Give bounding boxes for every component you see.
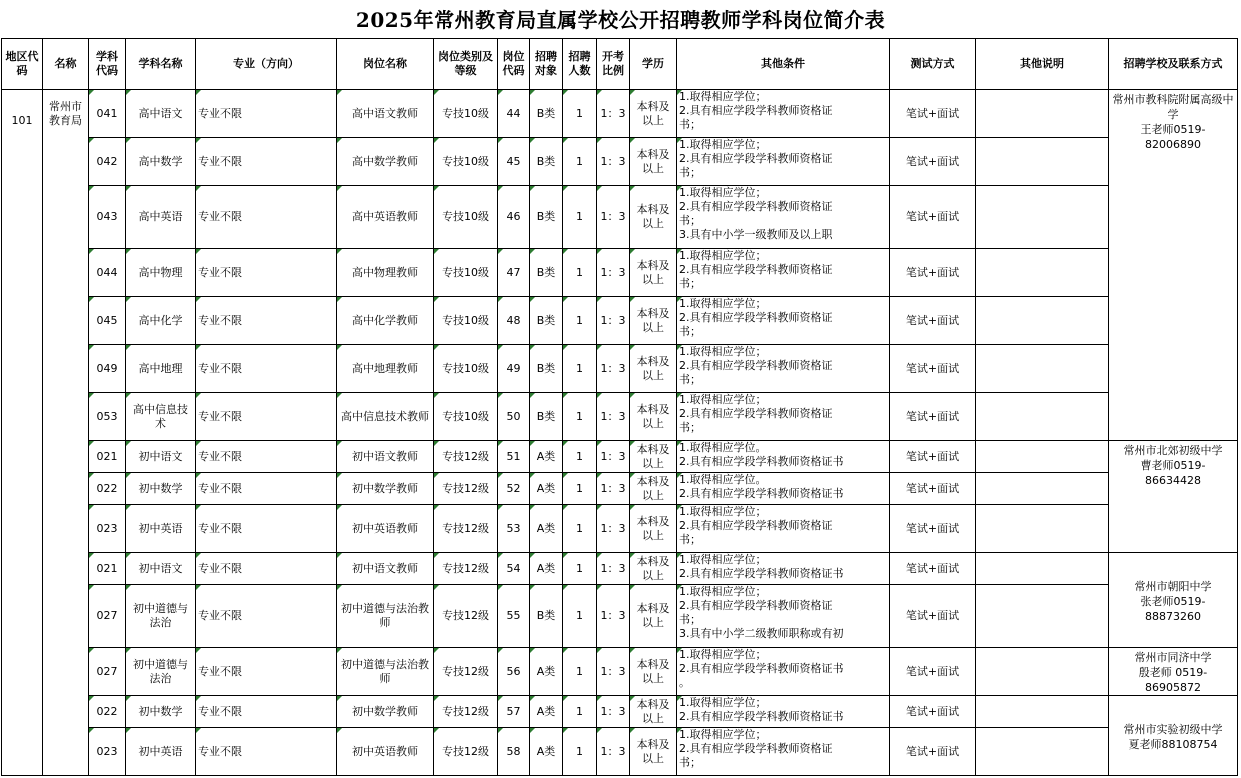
condition-line: 1.取得相应学位；	[679, 585, 767, 598]
post-type-cell: 专技10级	[434, 345, 498, 393]
subject-code-cell: 041	[89, 90, 126, 138]
post-code-cell: 56	[498, 648, 530, 696]
count-cell: 1	[563, 186, 597, 249]
header-target: 招聘对象	[530, 39, 563, 90]
condition-line: 书；	[679, 373, 701, 386]
post-name-cell: 初中道德与法治教师	[337, 585, 434, 648]
table-row	[2, 648, 1238, 696]
conditions-cell	[677, 553, 890, 585]
test-cell: 笔试+面试	[890, 297, 976, 345]
ratio-cell: 1：3	[597, 553, 630, 585]
ratio-cell: 1：3	[597, 138, 630, 186]
notes-cell	[976, 90, 1109, 138]
school-contact-cell	[1109, 696, 1238, 776]
conditions-cell	[677, 505, 890, 553]
subject-name-cell: 初中数学	[126, 696, 196, 728]
notes-cell	[976, 138, 1109, 186]
condition-line: 2.具有相应学段学科教师资格证	[679, 152, 833, 165]
condition-line: 2.具有相应学段学科教师资格证	[679, 599, 833, 612]
notes-cell	[976, 249, 1109, 297]
header-subject-code: 学科代码	[89, 39, 126, 90]
condition-line: 1.取得相应学位；	[679, 393, 767, 406]
table-row	[2, 186, 1238, 249]
post-name-cell: 初中数学教师	[337, 473, 434, 505]
target-cell: B类	[530, 393, 563, 441]
notes-cell	[976, 505, 1109, 553]
condition-line: 2.具有相应学段学科教师资格证	[679, 519, 833, 532]
subject-code-cell: 021	[89, 441, 126, 473]
notes-cell	[976, 345, 1109, 393]
target-cell: A类	[530, 473, 563, 505]
post-code-cell: 57	[498, 696, 530, 728]
condition-line: 1.取得相应学位；	[679, 505, 767, 518]
major-cell: 专业不限	[196, 505, 337, 553]
post-name-cell: 高中数学教师	[337, 138, 434, 186]
region-code-cell: 101	[2, 90, 43, 776]
notes-cell	[976, 585, 1109, 648]
conditions-cell	[677, 696, 890, 728]
condition-line: 1.取得相应学位；	[679, 345, 767, 358]
count-cell: 1	[563, 696, 597, 728]
test-cell: 笔试+面试	[890, 90, 976, 138]
condition-line: 书；	[679, 421, 701, 434]
count-cell: 1	[563, 473, 597, 505]
ratio-cell: 1：3	[597, 249, 630, 297]
school-contact-line: 殷老师 0519-	[1138, 666, 1208, 679]
major-cell: 专业不限	[196, 585, 337, 648]
condition-line: 2.具有相应学段学科教师资格证	[679, 104, 833, 117]
ratio-cell: 1：3	[597, 345, 630, 393]
condition-line: 3.具有中小学二级教师职称或有初	[679, 627, 844, 640]
subject-code-cell: 023	[89, 728, 126, 776]
count-cell: 1	[563, 441, 597, 473]
education-cell: 本科及以上	[630, 585, 677, 648]
post-type-cell: 专技10级	[434, 297, 498, 345]
notes-cell	[976, 696, 1109, 728]
post-type-cell: 专技10级	[434, 186, 498, 249]
school-contact-cell	[1109, 441, 1238, 553]
subject-code-cell: 045	[89, 297, 126, 345]
conditions-cell	[677, 186, 890, 249]
conditions-cell	[677, 728, 890, 776]
post-type-cell: 专技12级	[434, 505, 498, 553]
conditions-cell	[677, 345, 890, 393]
condition-line: 书；	[679, 118, 701, 131]
header-education: 学历	[630, 39, 677, 90]
table-row	[2, 345, 1238, 393]
conditions-cell	[677, 90, 890, 138]
conditions-cell	[677, 441, 890, 473]
count-cell: 1	[563, 90, 597, 138]
subject-code-cell: 027	[89, 648, 126, 696]
condition-line: 1.取得相应学位；	[679, 138, 767, 151]
conditions-cell	[677, 297, 890, 345]
education-cell: 本科及以上	[630, 553, 677, 585]
condition-line: 2.具有相应学段学科教师资格证书	[679, 487, 844, 500]
count-cell: 1	[563, 553, 597, 585]
notes-cell	[976, 186, 1109, 249]
subject-code-cell: 043	[89, 186, 126, 249]
test-cell: 笔试+面试	[890, 473, 976, 505]
count-cell: 1	[563, 138, 597, 186]
subject-code-cell: 049	[89, 345, 126, 393]
post-name-cell: 初中道德与法治教师	[337, 648, 434, 696]
subject-name-cell: 高中化学	[126, 297, 196, 345]
table-row	[2, 473, 1238, 505]
count-cell: 1	[563, 728, 597, 776]
count-cell: 1	[563, 393, 597, 441]
target-cell: A类	[530, 728, 563, 776]
header-notes: 其他说明	[976, 39, 1109, 90]
subject-name-cell: 初中英语	[126, 728, 196, 776]
education-cell: 本科及以上	[630, 728, 677, 776]
table-row	[2, 90, 1238, 138]
header-region-code: 地区代码	[2, 39, 43, 90]
ratio-cell: 1：3	[597, 728, 630, 776]
major-cell: 专业不限	[196, 553, 337, 585]
condition-line: 2.具有相应学段学科教师资格证	[679, 200, 833, 213]
target-cell: B类	[530, 90, 563, 138]
education-cell: 本科及以上	[630, 441, 677, 473]
education-cell: 本科及以上	[630, 186, 677, 249]
conditions-cell	[677, 585, 890, 648]
target-cell: A类	[530, 441, 563, 473]
condition-line: 1.取得相应学位；	[679, 249, 767, 262]
post-code-cell: 44	[498, 90, 530, 138]
post-code-cell: 54	[498, 553, 530, 585]
major-cell: 专业不限	[196, 648, 337, 696]
subject-name-cell: 初中语文	[126, 553, 196, 585]
recruitment-table	[1, 38, 1238, 776]
table-row	[2, 393, 1238, 441]
test-cell: 笔试+面试	[890, 505, 976, 553]
ratio-cell: 1：3	[597, 585, 630, 648]
school-contact-cell	[1109, 648, 1238, 696]
count-cell: 1	[563, 505, 597, 553]
conditions-cell	[677, 648, 890, 696]
condition-line: 2.具有相应学段学科教师资格证	[679, 742, 833, 755]
test-cell: 笔试+面试	[890, 138, 976, 186]
subject-name-cell: 高中数学	[126, 138, 196, 186]
ratio-cell: 1：3	[597, 186, 630, 249]
major-cell: 专业不限	[196, 441, 337, 473]
test-cell: 笔试+面试	[890, 648, 976, 696]
post-type-cell: 专技10级	[434, 393, 498, 441]
post-type-cell: 专技12级	[434, 585, 498, 648]
condition-line: 书；	[679, 533, 701, 546]
education-cell: 本科及以上	[630, 90, 677, 138]
subject-code-cell: 053	[89, 393, 126, 441]
post-type-cell: 专技12级	[434, 441, 498, 473]
condition-line: 书；	[679, 613, 701, 626]
subject-name-cell: 初中道德与法治	[126, 585, 196, 648]
subject-name-cell: 初中英语	[126, 505, 196, 553]
education-cell: 本科及以上	[630, 297, 677, 345]
education-cell: 本科及以上	[630, 138, 677, 186]
school-contact-line: 曹老师0519-	[1140, 459, 1206, 472]
test-cell: 笔试+面试	[890, 728, 976, 776]
condition-line: 1.取得相应学位；	[679, 186, 767, 199]
region-name-cell: 常州市教育局	[43, 90, 89, 776]
condition-line: 2.具有相应学段学科教师资格证书	[679, 567, 844, 580]
condition-line: 3.具有中小学一级教师及以上职	[679, 228, 833, 241]
target-cell: B类	[530, 138, 563, 186]
post-code-cell: 51	[498, 441, 530, 473]
header-post-type: 岗位类别及等级	[434, 39, 498, 90]
condition-line: 书；	[679, 756, 701, 769]
major-cell: 专业不限	[196, 186, 337, 249]
post-name-cell: 初中语文教师	[337, 441, 434, 473]
condition-line: 1.取得相应学位；	[679, 648, 767, 661]
header-name: 名称	[43, 39, 89, 90]
subject-name-cell: 高中信息技术	[126, 393, 196, 441]
count-cell: 1	[563, 345, 597, 393]
test-cell: 笔试+面试	[890, 441, 976, 473]
school-contact-line: 夏老师88108754	[1128, 737, 1218, 751]
header-subject-name: 学科名称	[126, 39, 196, 90]
major-cell: 专业不限	[196, 393, 337, 441]
post-name-cell: 初中语文教师	[337, 553, 434, 585]
subject-code-cell: 022	[89, 473, 126, 505]
major-cell: 专业不限	[196, 90, 337, 138]
education-cell: 本科及以上	[630, 345, 677, 393]
major-cell: 专业不限	[196, 138, 337, 186]
count-cell: 1	[563, 648, 597, 696]
count-cell: 1	[563, 585, 597, 648]
post-type-cell: 专技10级	[434, 90, 498, 138]
subject-name-cell: 初中语文	[126, 441, 196, 473]
test-cell: 笔试+面试	[890, 249, 976, 297]
subject-code-cell: 022	[89, 696, 126, 728]
school-contact-line: 86634428	[1145, 474, 1201, 487]
conditions-cell	[677, 138, 890, 186]
subject-code-cell: 042	[89, 138, 126, 186]
school-contact-line: 常州市教科院附属高级中学	[1112, 93, 1234, 121]
test-cell: 笔试+面试	[890, 696, 976, 728]
header-school: 招聘学校及联系方式	[1109, 39, 1238, 90]
subject-name-cell: 高中语文	[126, 90, 196, 138]
target-cell: A类	[530, 696, 563, 728]
post-code-cell: 50	[498, 393, 530, 441]
school-contact-line: 常州市同济中学	[1134, 651, 1212, 664]
post-name-cell: 初中英语教师	[337, 505, 434, 553]
count-cell: 1	[563, 249, 597, 297]
table-row	[2, 249, 1238, 297]
condition-line: 2.具有相应学段学科教师资格证	[679, 311, 833, 324]
header-test: 测试方式	[890, 39, 976, 90]
target-cell: A类	[530, 553, 563, 585]
ratio-cell: 1：3	[597, 648, 630, 696]
post-code-cell: 46	[498, 186, 530, 249]
notes-cell	[976, 728, 1109, 776]
ratio-cell: 1：3	[597, 441, 630, 473]
major-cell: 专业不限	[196, 728, 337, 776]
page-title: 2025年常州教育局直属学校公开招聘教师学科岗位简介表	[355, 8, 886, 32]
test-cell: 笔试+面试	[890, 345, 976, 393]
condition-line: 2.具有相应学段学科教师资格证书	[679, 710, 844, 723]
notes-cell	[976, 473, 1109, 505]
target-cell: B类	[530, 297, 563, 345]
ratio-cell: 1：3	[597, 393, 630, 441]
education-cell: 本科及以上	[630, 473, 677, 505]
table-row	[2, 505, 1238, 553]
major-cell: 专业不限	[196, 249, 337, 297]
post-name-cell: 高中地理教师	[337, 345, 434, 393]
condition-line: 1.取得相应学位。	[679, 473, 767, 486]
table-row	[2, 696, 1238, 728]
post-code-cell: 53	[498, 505, 530, 553]
education-cell: 本科及以上	[630, 648, 677, 696]
education-cell: 本科及以上	[630, 505, 677, 553]
post-name-cell: 初中数学教师	[337, 696, 434, 728]
header-row	[2, 39, 1238, 90]
post-name-cell: 高中物理教师	[337, 249, 434, 297]
subject-name-cell: 初中道德与法治	[126, 648, 196, 696]
post-code-cell: 48	[498, 297, 530, 345]
condition-line: 2.具有相应学段学科教师资格证	[679, 263, 833, 276]
table-row	[2, 553, 1238, 585]
post-name-cell: 高中信息技术教师	[337, 393, 434, 441]
condition-line: 书；	[679, 214, 701, 227]
major-cell: 专业不限	[196, 297, 337, 345]
notes-cell	[976, 441, 1109, 473]
condition-line: 。	[679, 676, 690, 689]
school-contact-line: 82006890	[1145, 138, 1201, 151]
school-contact-line: 88873260	[1145, 609, 1201, 623]
post-code-cell: 55	[498, 585, 530, 648]
test-cell: 笔试+面试	[890, 585, 976, 648]
condition-line: 1.取得相应学位。	[679, 441, 767, 454]
condition-line: 1.取得相应学位；	[679, 297, 767, 310]
subject-code-cell: 044	[89, 249, 126, 297]
condition-line: 1.取得相应学位；	[679, 728, 767, 741]
school-contact-line: 常州市北郊初级中学	[1123, 444, 1223, 457]
school-contact-line: 常州市朝阳中学	[1134, 579, 1212, 593]
post-code-cell: 58	[498, 728, 530, 776]
conditions-cell	[677, 473, 890, 505]
table-body	[2, 90, 1238, 776]
ratio-cell: 1：3	[597, 297, 630, 345]
header-conditions: 其他条件	[677, 39, 890, 90]
condition-line: 书；	[679, 277, 701, 290]
post-type-cell: 专技12级	[434, 728, 498, 776]
notes-cell	[976, 648, 1109, 696]
post-code-cell: 45	[498, 138, 530, 186]
header-major: 专业（方向）	[196, 39, 337, 90]
condition-line: 1.取得相应学位；	[679, 90, 767, 103]
post-name-cell: 高中化学教师	[337, 297, 434, 345]
post-code-cell: 49	[498, 345, 530, 393]
target-cell: B类	[530, 345, 563, 393]
school-contact-line: 86905872	[1145, 681, 1201, 694]
post-name-cell: 高中语文教师	[337, 90, 434, 138]
condition-line: 2.具有相应学段学科教师资格证书	[679, 455, 844, 468]
school-contact-cell	[1109, 553, 1238, 648]
post-type-cell: 专技12级	[434, 553, 498, 585]
conditions-cell	[677, 249, 890, 297]
education-cell: 本科及以上	[630, 393, 677, 441]
post-name-cell: 初中英语教师	[337, 728, 434, 776]
condition-line: 2.具有相应学段学科教师资格证书	[679, 662, 844, 675]
subject-code-cell: 027	[89, 585, 126, 648]
test-cell: 笔试+面试	[890, 186, 976, 249]
subject-code-cell: 021	[89, 553, 126, 585]
ratio-cell: 1：3	[597, 90, 630, 138]
notes-cell	[976, 297, 1109, 345]
post-type-cell: 专技12级	[434, 696, 498, 728]
conditions-cell	[677, 393, 890, 441]
header-ratio: 开考比例	[597, 39, 630, 90]
target-cell: B类	[530, 249, 563, 297]
target-cell: B类	[530, 186, 563, 249]
school-contact-line: 王老师0519-	[1140, 123, 1206, 136]
major-cell: 专业不限	[196, 345, 337, 393]
post-type-cell: 专技10级	[434, 249, 498, 297]
table-row	[2, 585, 1238, 648]
condition-line: 2.具有相应学段学科教师资格证	[679, 359, 833, 372]
subject-name-cell: 初中数学	[126, 473, 196, 505]
header-count: 招聘人数	[563, 39, 597, 90]
education-cell: 本科及以上	[630, 249, 677, 297]
test-cell: 笔试+面试	[890, 393, 976, 441]
education-cell: 本科及以上	[630, 696, 677, 728]
target-cell: A类	[530, 505, 563, 553]
school-contact-cell	[1109, 90, 1238, 441]
notes-cell	[976, 553, 1109, 585]
school-contact-line: 张老师0519-	[1140, 594, 1206, 608]
post-code-cell: 47	[498, 249, 530, 297]
subject-code-cell: 023	[89, 505, 126, 553]
school-contact-line: 常州市实验初级中学	[1123, 722, 1223, 736]
notes-cell	[976, 393, 1109, 441]
target-cell: B类	[530, 585, 563, 648]
post-type-cell: 专技12级	[434, 648, 498, 696]
ratio-cell: 1：3	[597, 473, 630, 505]
header-post-name: 岗位名称	[337, 39, 434, 90]
subject-name-cell: 高中物理	[126, 249, 196, 297]
post-type-cell: 专技10级	[434, 138, 498, 186]
condition-line: 书；	[679, 166, 701, 179]
post-code-cell: 52	[498, 473, 530, 505]
ratio-cell: 1：3	[597, 696, 630, 728]
table-row	[2, 441, 1238, 473]
condition-line: 1.取得相应学位；	[679, 696, 767, 709]
major-cell: 专业不限	[196, 473, 337, 505]
target-cell: A类	[530, 648, 563, 696]
condition-line: 1.取得相应学位；	[679, 553, 767, 566]
table-row	[2, 728, 1238, 776]
table-row	[2, 138, 1238, 186]
header-post-code: 岗位代码	[498, 39, 530, 90]
test-cell: 笔试+面试	[890, 553, 976, 585]
post-type-cell: 专技12级	[434, 473, 498, 505]
condition-line: 2.具有相应学段学科教师资格证	[679, 407, 833, 420]
subject-name-cell: 高中英语	[126, 186, 196, 249]
subject-name-cell: 高中地理	[126, 345, 196, 393]
ratio-cell: 1：3	[597, 505, 630, 553]
post-name-cell: 高中英语教师	[337, 186, 434, 249]
count-cell: 1	[563, 297, 597, 345]
table-row	[2, 297, 1238, 345]
major-cell: 专业不限	[196, 696, 337, 728]
condition-line: 书；	[679, 325, 701, 338]
